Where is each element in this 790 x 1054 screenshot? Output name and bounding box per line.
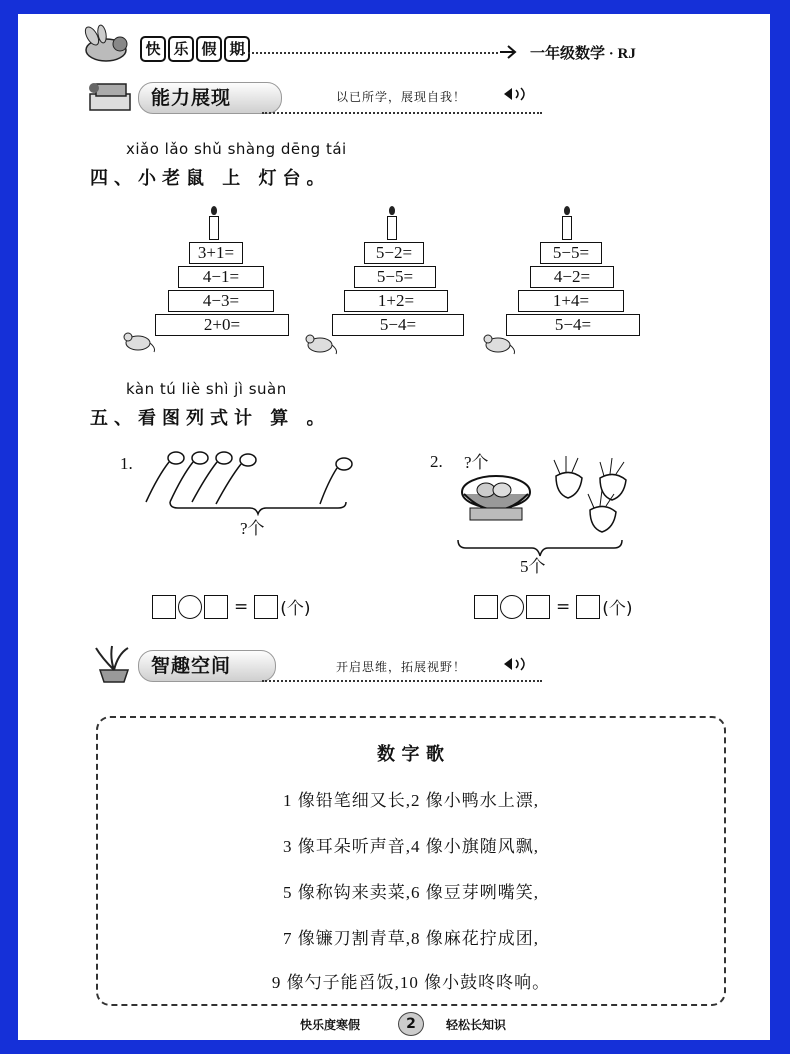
- flame-icon: [564, 206, 570, 215]
- holiday-badge: [140, 36, 250, 62]
- section-divider: [262, 680, 542, 682]
- mouse-icon: [118, 330, 158, 354]
- equation-tier: 1+2=: [344, 290, 448, 312]
- radishes-illustration: [546, 454, 646, 544]
- rabbit-mascot-icon: [76, 24, 136, 64]
- poem-line: 5 像称钩来卖菜,6 像豆芽咧嘴笑,: [283, 883, 539, 902]
- mouse-icon: [300, 332, 340, 356]
- equation-tier: 5−4=: [506, 314, 640, 336]
- equation-tier: 4−3=: [168, 290, 274, 312]
- q5-pinyin: kàn tú liè shì jì suàn: [126, 380, 287, 398]
- item-number: 1.: [120, 454, 133, 473]
- poem-line: 7 像镰刀割青草,8 像麻花拧成团,: [283, 929, 539, 948]
- badge-char: 期: [224, 36, 250, 62]
- item-number: 2.: [430, 452, 443, 471]
- arrow-right-icon: [498, 44, 518, 60]
- equation-tier: 5−2=: [364, 242, 424, 264]
- cake-tower: [154, 206, 290, 338]
- answer-box[interactable]: [526, 595, 550, 619]
- basket-icon: [456, 468, 536, 530]
- equals-sign: =: [234, 596, 249, 617]
- unit-label: (个): [280, 599, 311, 619]
- equation-tier: 4−2=: [530, 266, 614, 288]
- answer-box[interactable]: [474, 595, 498, 619]
- number-song-box: [96, 716, 726, 1006]
- page-number: 2: [398, 1012, 424, 1036]
- section-subtitle: 以已所学，展现自我！: [336, 90, 467, 104]
- grade-label: 一年级数学 · RJ: [530, 46, 636, 62]
- brace-label: ?个: [240, 519, 265, 538]
- radish-icon: [554, 456, 582, 498]
- footer-right-text: 轻松长知识: [446, 1018, 507, 1032]
- q5-title: 五、看图列式计 算 。: [90, 408, 331, 429]
- cake-tower: [332, 206, 466, 338]
- cake-tower: [506, 206, 642, 338]
- answer-equation: [152, 594, 311, 619]
- unit-label: (个): [602, 599, 633, 619]
- operator-circle[interactable]: [500, 595, 524, 619]
- tadpole-icon: [146, 452, 184, 502]
- radish-icon: [600, 458, 626, 500]
- operator-circle[interactable]: [178, 595, 202, 619]
- equation-tier: 5−5=: [540, 242, 602, 264]
- equation-tier: 1+4=: [518, 290, 624, 312]
- answer-box[interactable]: [152, 595, 176, 619]
- poem-line: 1 像铅笔细又长,2 像小鸭水上漂,: [283, 791, 539, 810]
- workbook-page: [18, 14, 770, 1040]
- speaker-icon: [502, 86, 538, 102]
- equation-tier: 5−5=: [354, 266, 436, 288]
- books-icon: [84, 76, 140, 116]
- equals-sign: =: [556, 596, 571, 617]
- equation-tier: 3+1=: [189, 242, 243, 264]
- flame-icon: [211, 206, 217, 215]
- section-banner-fun: 智趣空间: [138, 650, 276, 682]
- mouse-icon: [478, 332, 518, 356]
- speaker-icon: [502, 656, 538, 672]
- answer-box[interactable]: [254, 595, 278, 619]
- header-divider: [243, 52, 498, 54]
- section-banner-ability: 能力展现: [138, 82, 282, 114]
- candle-icon: [562, 216, 572, 240]
- flame-icon: [389, 206, 395, 215]
- tadpole-icon: [320, 458, 352, 504]
- footer-left-text: 快乐度寒假: [300, 1018, 361, 1032]
- badge-char: 假: [196, 36, 222, 62]
- answer-box[interactable]: [576, 595, 600, 619]
- unknown-count-label: ?个: [464, 453, 489, 472]
- poem-line: 3 像耳朵听声音,4 像小旗随风飘,: [283, 837, 539, 856]
- equation-tier: 5−4=: [332, 314, 464, 336]
- brace-label: 5个: [520, 557, 546, 576]
- candle-icon: [209, 216, 219, 240]
- q4-title: 四、小老鼠 上 灯台。: [90, 168, 331, 189]
- section-subtitle: 开启思维，拓展视野！: [336, 660, 467, 674]
- poem-line: 9 像勺子能舀饭,10 像小鼓咚咚响。: [271, 973, 551, 992]
- badge-char: 乐: [168, 36, 194, 62]
- candle-icon: [387, 216, 397, 240]
- q4-pinyin: xiǎo lǎo shǔ shàng dēng tái: [126, 140, 347, 158]
- badge-char: 快: [140, 36, 166, 62]
- answer-equation: [474, 594, 633, 619]
- section-divider: [262, 112, 542, 114]
- equation-tier: 2+0=: [155, 314, 289, 336]
- equation-tier: 4−1=: [178, 266, 264, 288]
- poem-title: 数 字 歌: [377, 744, 445, 764]
- plant-pot-icon: [88, 644, 140, 684]
- answer-box[interactable]: [204, 595, 228, 619]
